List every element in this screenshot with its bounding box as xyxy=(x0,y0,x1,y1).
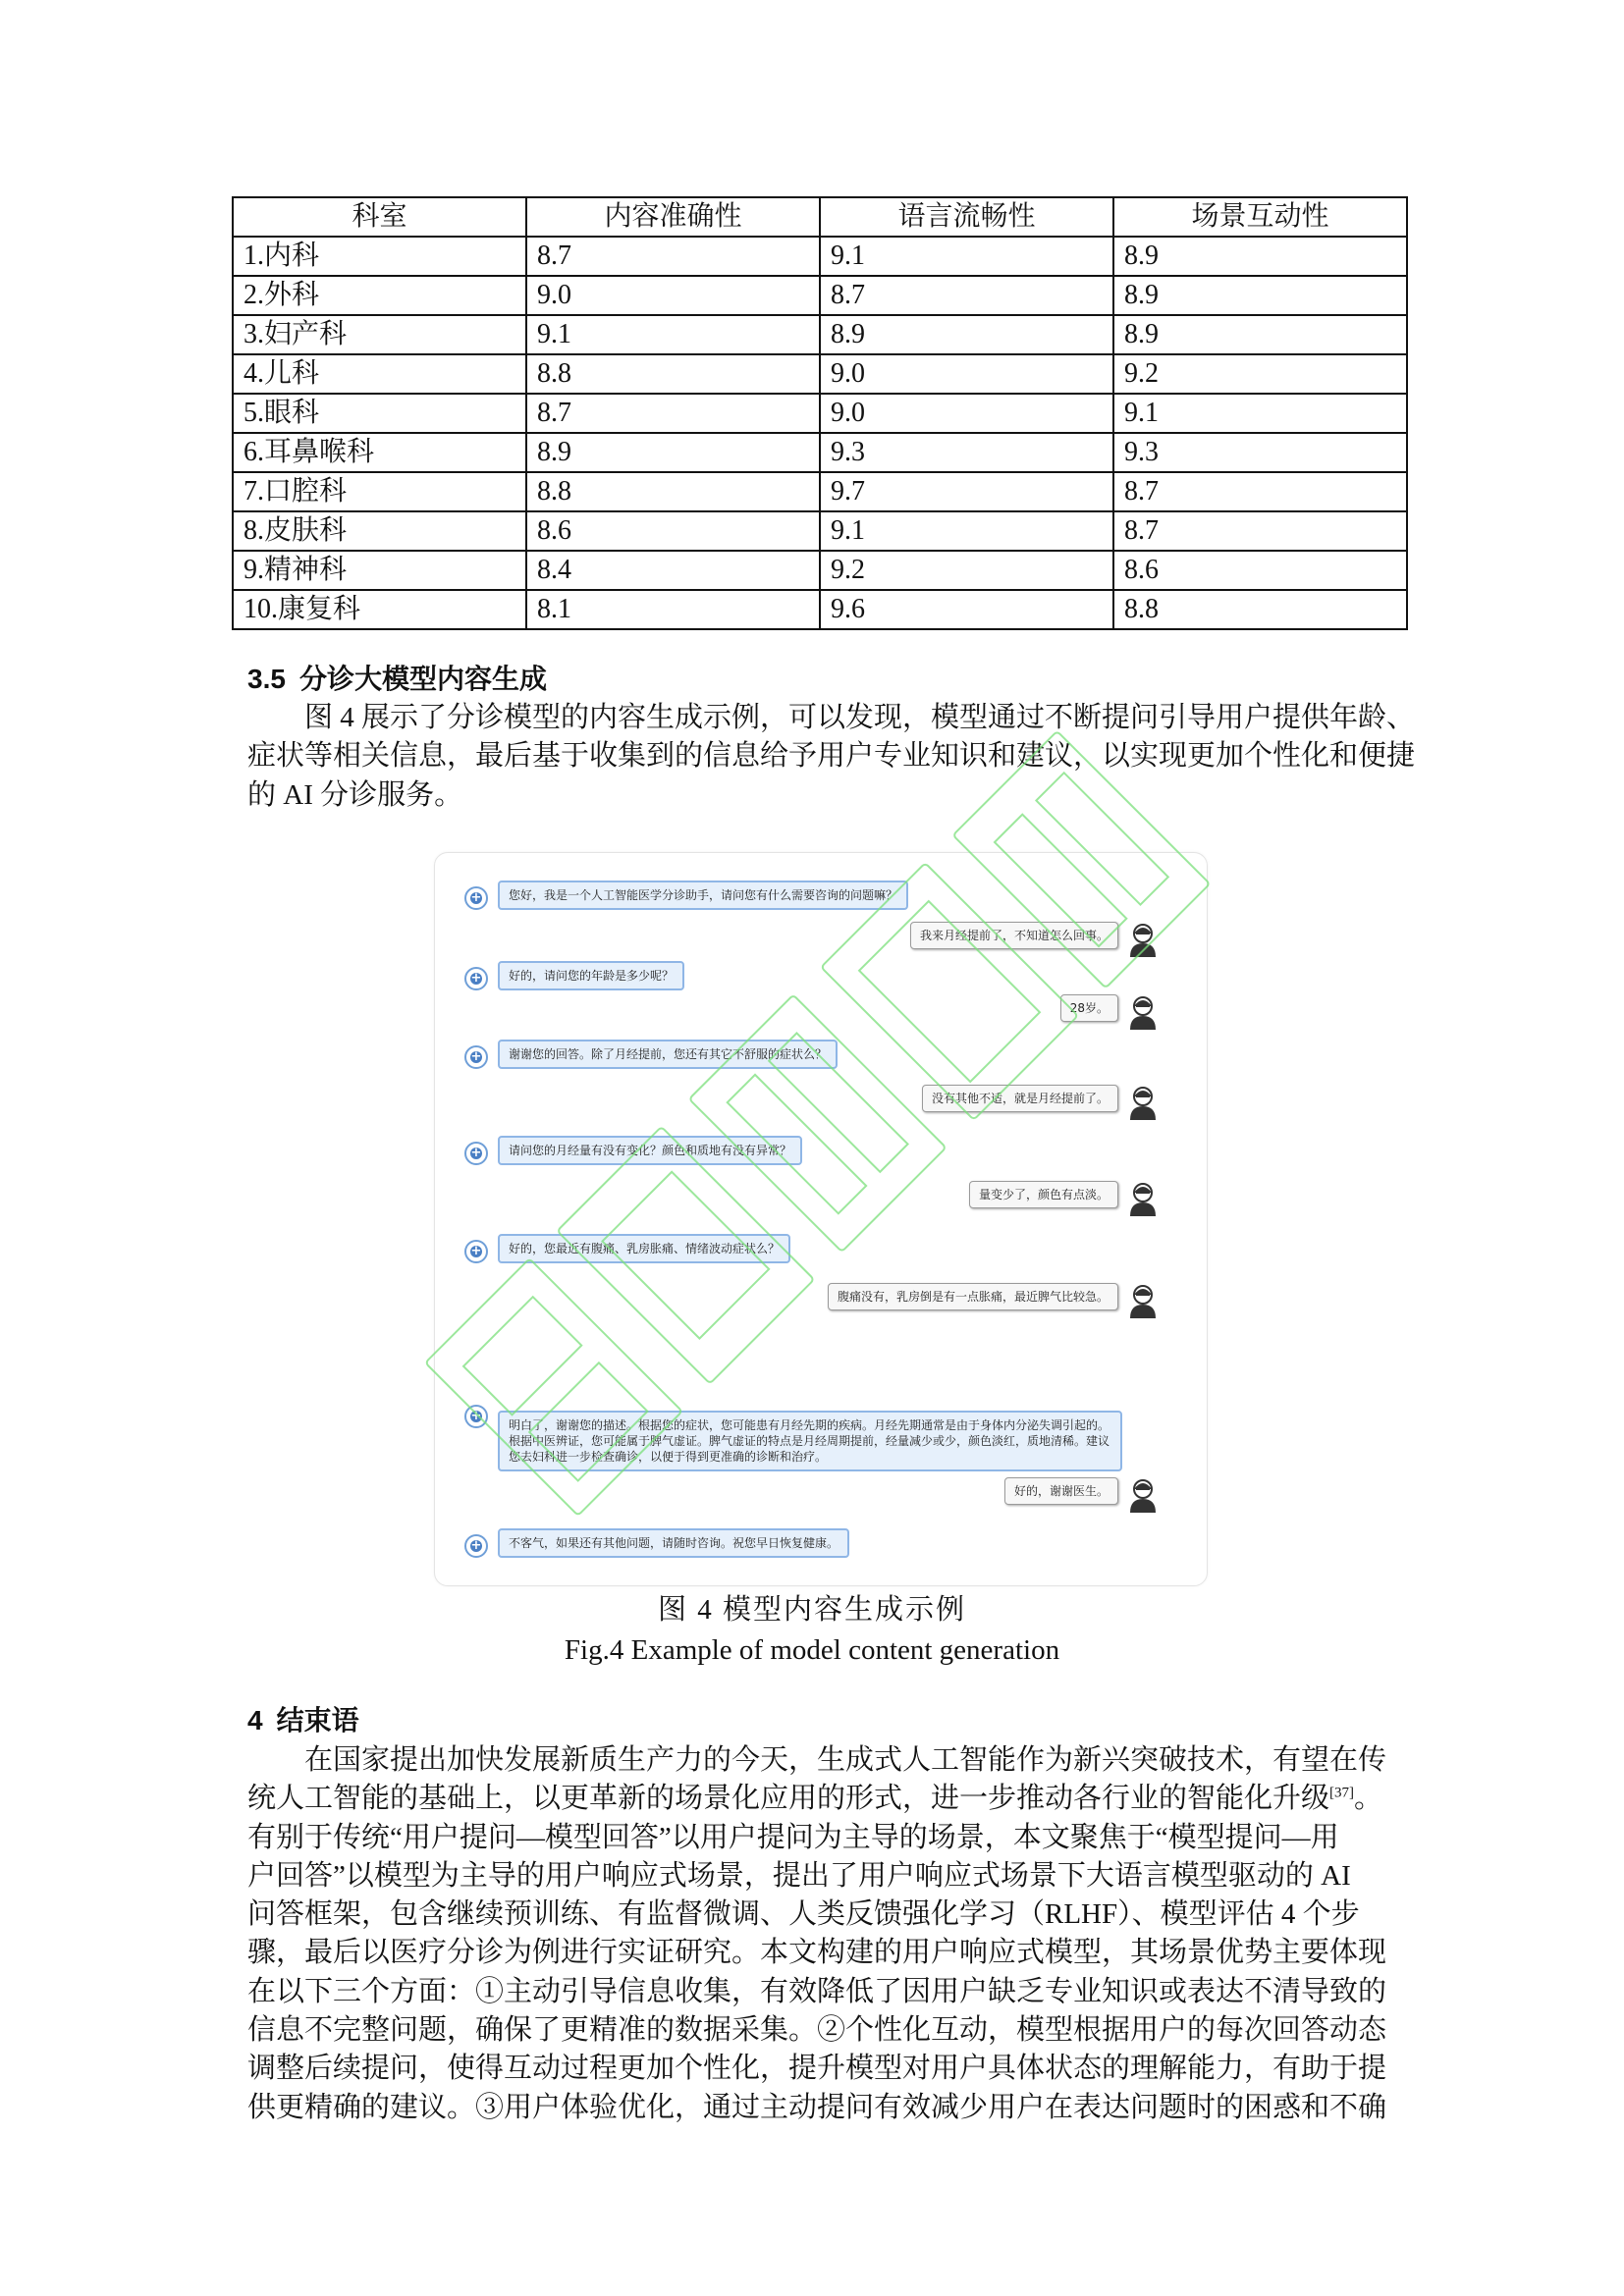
table-row xyxy=(233,551,1407,590)
user-avatar-icon xyxy=(1128,1085,1158,1120)
user-bubble: 好的，谢谢医生。 xyxy=(1004,1477,1118,1505)
table-cell-interactivity: 9.2 xyxy=(1113,354,1407,394)
table-cell-fluency: 8.7 xyxy=(820,276,1113,315)
user-avatar-icon xyxy=(1128,1283,1158,1318)
table-cell-department: 6.耳鼻喉科 xyxy=(233,433,526,472)
bot-bubble-diagnosis: 明白了，谢谢您的描述。根据您的症状，您可能患有月经先期的疾病。月经先期通常是由于身体内分泌失调引起的。根据中医辨证，您可能属于脾气虚证。脾气虚证的特点是月经周期提前，经量减少或少，颜色淡红，质地清稀。建议您去妇科进一步检查确诊，以便于得到更准确的诊断和治疗。 xyxy=(498,1411,1122,1471)
medical-cross-icon xyxy=(464,886,488,910)
table-cell-department: 7.口腔科 xyxy=(233,472,526,511)
table-row xyxy=(233,590,1407,629)
user-bubble: 量变少了，颜色有点淡。 xyxy=(969,1181,1118,1208)
table-cell-accuracy: 8.8 xyxy=(526,472,820,511)
chat-message-bot xyxy=(464,1234,790,1263)
evaluation-table xyxy=(232,196,1408,630)
chat-message-user xyxy=(922,1085,1158,1120)
table-cell-interactivity: 9.3 xyxy=(1113,433,1407,472)
table-cell-department: 3.妇产科 xyxy=(233,315,526,354)
user-bubble: 没有其他不适，就是月经提前了。 xyxy=(922,1085,1118,1112)
user-bubble: 腹痛没有，乳房倒是有一点胀痛，最近脾气比较急。 xyxy=(828,1283,1118,1310)
table-cell-fluency: 9.7 xyxy=(820,472,1113,511)
table-row xyxy=(233,433,1407,472)
paragraph-line: 信息不完整问题，确保了更精准的数据采集。②个性化互动，模型根据用户的每次回答动态 xyxy=(247,2014,1387,2047)
paragraph-line: 问答框架，包含继续预训练、有监督微调、人类反馈强化学习（RLHF）、模型评估 4 个步 xyxy=(247,1898,1360,1931)
chat-message-user xyxy=(1060,994,1158,1030)
bot-bubble: 好的，请问您的年龄是多少呢？ xyxy=(498,961,684,990)
table-body xyxy=(233,237,1407,629)
paragraph-line: 在国家提出加快发展新质生产力的今天，生成式人工智能作为新兴突破技术，有望在传 xyxy=(304,1744,1387,1776)
table-row xyxy=(233,237,1407,276)
table-cell-department: 9.精神科 xyxy=(233,551,526,590)
user-avatar-icon xyxy=(1128,1477,1158,1513)
table-cell-fluency: 9.1 xyxy=(820,511,1113,551)
paragraph-line: 症状等相关信息，最后基于收集到的信息给予用户专业知识和建议，以实现更加个性化和便捷 xyxy=(247,740,1416,773)
table-cell-accuracy: 8.9 xyxy=(526,433,820,472)
chat-message-bot xyxy=(464,881,908,910)
table-cell-accuracy: 9.0 xyxy=(526,276,820,315)
user-avatar-icon xyxy=(1128,994,1158,1030)
table-cell-accuracy: 9.1 xyxy=(526,315,820,354)
table-cell-interactivity: 8.7 xyxy=(1113,472,1407,511)
paragraph-line: 调整后续提问，使得互动过程更加个性化，提升模型对用户具体状态的理解能力，有助于提 xyxy=(247,2053,1387,2085)
table-cell-department: 1.内科 xyxy=(233,237,526,276)
section-4-paragraph xyxy=(247,1741,1392,2127)
citation-marker: [37] xyxy=(1329,1785,1355,1801)
medical-cross-icon xyxy=(464,1405,488,1428)
table-cell-interactivity: 8.9 xyxy=(1113,315,1407,354)
table-row xyxy=(233,472,1407,511)
paragraph-line: 的 AI 分诊服务。 xyxy=(247,778,463,811)
table-cell-interactivity: 8.9 xyxy=(1113,276,1407,315)
user-bubble: 我来月经提前了，不知道怎么回事。 xyxy=(910,922,1118,949)
col-header-accuracy: 内容准确性 xyxy=(526,197,820,237)
table-cell-department: 5.眼科 xyxy=(233,394,526,433)
paragraph-line: 图 4 展示了分诊模型的内容生成示例，可以发现，模型通过不断提问引导用户提供年龄、 xyxy=(304,702,1416,733)
paragraph-line-with-citation xyxy=(247,1780,1392,1818)
chat-message-bot xyxy=(464,1399,1122,1471)
chat-message-user xyxy=(828,1283,1158,1318)
chat-message-bot xyxy=(464,961,684,990)
medical-cross-icon xyxy=(464,1240,488,1263)
paragraph-line: 有别于传统“用户提问—模型回答”以用户提问为主导的场景，本文聚焦于“模型提问—用 xyxy=(247,1821,1339,1853)
chat-message-bot xyxy=(464,1136,802,1165)
figure-caption-en: Fig.4 Example of model content generation xyxy=(564,1634,1060,1666)
figure-caption-cn: 图 4 模型内容生成示例 xyxy=(657,1594,966,1626)
table-cell-accuracy: 8.7 xyxy=(526,237,820,276)
bot-bubble: 您好，我是一个人工智能医学分诊助手，请问您有什么需要咨询的问题嘛？ xyxy=(498,881,908,910)
table-cell-accuracy: 8.6 xyxy=(526,511,820,551)
chat-message-bot xyxy=(464,1040,838,1069)
medical-cross-icon xyxy=(464,967,488,990)
table-cell-interactivity: 8.6 xyxy=(1113,551,1407,590)
table-row xyxy=(233,276,1407,315)
user-bubble: 28岁。 xyxy=(1060,994,1118,1022)
paragraph-text: 统人工智能的基础上，以更革新的场景化应用的形式，进一步推动各行业的智能化升级 xyxy=(247,1783,1330,1815)
sentence-end: 。 xyxy=(1354,1783,1383,1815)
table-cell-interactivity: 9.1 xyxy=(1113,394,1407,433)
table-cell-fluency: 9.2 xyxy=(820,551,1113,590)
section-4-heading xyxy=(247,1703,359,1738)
table-cell-accuracy: 8.8 xyxy=(526,354,820,394)
medical-cross-icon xyxy=(464,1142,488,1165)
table-cell-fluency: 9.6 xyxy=(820,590,1113,629)
section-3-5-heading xyxy=(247,662,547,697)
table-cell-interactivity: 8.7 xyxy=(1113,511,1407,551)
section-number: 4 xyxy=(247,1705,263,1735)
bot-bubble: 好的，您最近有腹痛、乳房胀痛、情绪波动症状么？ xyxy=(498,1234,790,1263)
table-cell-department: 10.康复科 xyxy=(233,590,526,629)
table-row xyxy=(233,354,1407,394)
bot-bubble: 谢谢您的回答。除了月经提前，您还有其它不舒服的症状么？ xyxy=(498,1040,838,1069)
chat-figure xyxy=(434,852,1208,1586)
table-row xyxy=(233,394,1407,433)
paragraph-line: 骤，最后以医疗分诊为例进行实证研究。本文构建的用户响应式模型，其场景优势主要体现 xyxy=(247,1937,1387,1969)
section-title: 结束语 xyxy=(276,1705,359,1735)
section-title: 分诊大模型内容生成 xyxy=(298,664,547,694)
section-3-5-paragraph xyxy=(247,699,1416,815)
table-cell-interactivity: 8.8 xyxy=(1113,590,1407,629)
table-cell-fluency: 9.1 xyxy=(820,237,1113,276)
table-cell-accuracy: 8.4 xyxy=(526,551,820,590)
table-row xyxy=(233,511,1407,551)
medical-cross-icon xyxy=(464,1045,488,1069)
table-cell-fluency: 9.3 xyxy=(820,433,1113,472)
col-header-department: 科室 xyxy=(233,197,526,237)
medical-cross-icon xyxy=(464,1534,488,1558)
table-cell-department: 2.外科 xyxy=(233,276,526,315)
section-number: 3.5 xyxy=(247,664,286,694)
table-row xyxy=(233,315,1407,354)
user-avatar-icon xyxy=(1128,1181,1158,1216)
table-cell-accuracy: 8.7 xyxy=(526,394,820,433)
table-cell-fluency: 9.0 xyxy=(820,394,1113,433)
chat-message-bot xyxy=(464,1528,849,1558)
table-header xyxy=(233,197,1407,237)
table-cell-fluency: 9.0 xyxy=(820,354,1113,394)
chat-message-user xyxy=(910,922,1158,957)
bot-bubble: 不客气，如果还有其他问题，请随时咨询。祝您早日恢复健康。 xyxy=(498,1528,849,1558)
table-cell-department: 8.皮肤科 xyxy=(233,511,526,551)
table-cell-accuracy: 8.1 xyxy=(526,590,820,629)
bot-bubble: 请问您的月经量有没有变化？颜色和质地有没有异常？ xyxy=(498,1136,802,1165)
table-cell-interactivity: 8.9 xyxy=(1113,237,1407,276)
table-cell-fluency: 8.9 xyxy=(820,315,1113,354)
paragraph-line: 供更精确的建议。③用户体验优化，通过主动提问有效减少用户在表达问题时的困惑和不确 xyxy=(247,2091,1387,2123)
user-avatar-icon xyxy=(1128,922,1158,957)
col-header-interactivity: 场景互动性 xyxy=(1113,197,1407,237)
chat-message-user xyxy=(969,1181,1158,1216)
col-header-fluency: 语言流畅性 xyxy=(820,197,1113,237)
paragraph-line: 在以下三个方面：①主动引导信息收集，有效降低了因用户缺乏专业知识或表达不清导致的 xyxy=(247,1975,1387,2007)
chat-message-user xyxy=(1004,1477,1158,1513)
paragraph-line: 户回答”以模型为主导的用户响应式场景，提出了用户响应式场景下大语言模型驱动的 AI xyxy=(247,1859,1351,1892)
table-cell-department: 4.儿科 xyxy=(233,354,526,394)
